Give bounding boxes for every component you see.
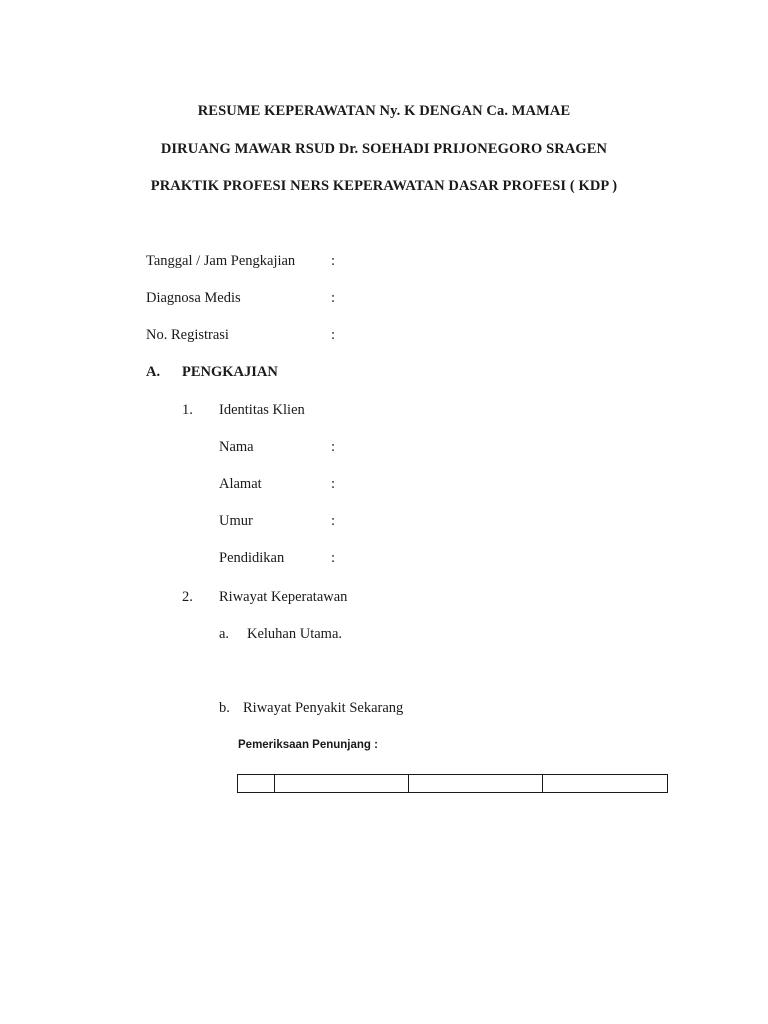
sub-a-marker: a.	[219, 626, 230, 642]
document-title-line-2: DIRUANG MAWAR RSUD Dr. SOEHADI PRIJONEGORO SRAGEN	[160, 141, 608, 157]
pendidikan-colon: :	[331, 550, 336, 566]
table-row	[238, 775, 668, 793]
keluhan-utama-label: Keluhan Utama.	[247, 626, 343, 642]
sub-b-marker: b.	[219, 700, 230, 716]
riwayat-penyakit-label: Riwayat Penyakit Sekarang	[243, 700, 404, 716]
registrasi-colon: :	[331, 327, 336, 343]
item-2-title: Riwayat Keperatawan	[219, 589, 348, 605]
table-cell	[409, 775, 543, 793]
section-a-marker: A.	[146, 364, 161, 380]
section-a-title: PENGKAJIAN	[182, 364, 278, 380]
table-cell	[275, 775, 409, 793]
diagnosa-colon: :	[331, 290, 336, 306]
umur-colon: :	[331, 513, 336, 529]
item-1-title: Identitas Klien	[219, 402, 305, 418]
document-title-line-3: PRAKTIK PROFESI NERS KEPERAWATAN DASAR PROFESI ( KDP )	[150, 178, 618, 194]
nama-label: Nama	[219, 439, 254, 455]
pemeriksaan-penunjang-label: Pemeriksaan Penunjang :	[238, 739, 378, 751]
alamat-colon: :	[331, 476, 336, 492]
umur-label: Umur	[219, 513, 253, 529]
table-cell	[238, 775, 275, 793]
item-1-number: 1.	[182, 402, 193, 418]
table-cell	[543, 775, 668, 793]
penunjang-table	[237, 774, 668, 793]
item-2-number: 2.	[182, 589, 193, 605]
tanggal-colon: :	[331, 253, 336, 269]
tanggal-label: Tanggal / Jam Pengkajian	[146, 253, 296, 269]
registrasi-label: No. Registrasi	[146, 327, 229, 343]
pendidikan-label: Pendidikan	[219, 550, 285, 566]
nama-colon: :	[331, 439, 336, 455]
diagnosa-label: Diagnosa Medis	[146, 290, 241, 306]
alamat-label: Alamat	[219, 476, 262, 492]
document-title-line-1: RESUME KEPERAWATAN Ny. K DENGAN Ca. MAMAE	[197, 103, 571, 119]
